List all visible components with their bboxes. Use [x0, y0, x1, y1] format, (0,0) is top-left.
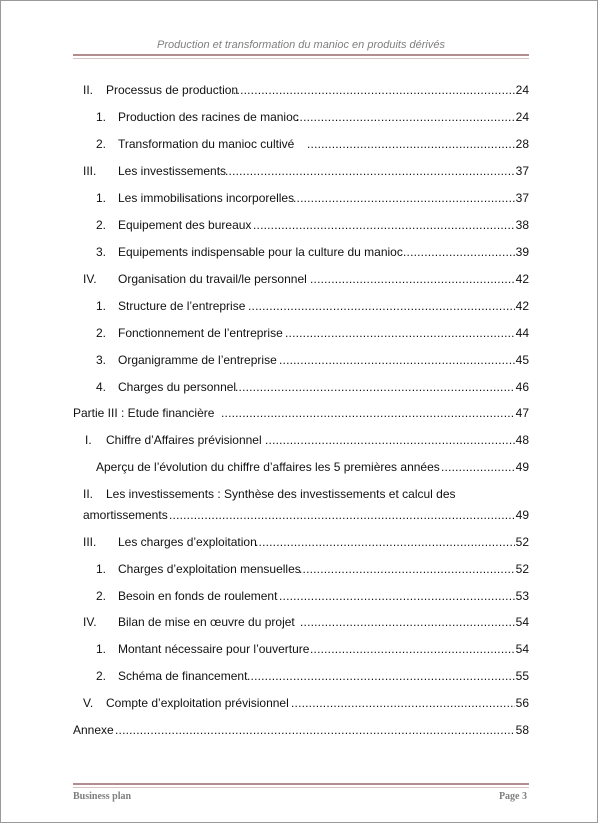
toc-page: 49	[515, 460, 529, 474]
toc-title: Organigramme de l’entreprise	[118, 353, 277, 367]
toc-leader	[310, 640, 515, 658]
toc-leader	[441, 458, 515, 476]
toc-page: 49	[515, 508, 529, 522]
toc-leader	[279, 587, 515, 605]
toc-entry[interactable]	[73, 108, 529, 126]
toc-leader	[115, 721, 515, 739]
toc-entry[interactable]	[73, 297, 529, 315]
toc-number: 1.	[96, 110, 107, 124]
toc-title: Schéma de financement	[118, 669, 248, 683]
footer-page-number: Page 3	[498, 791, 527, 802]
toc-number: 2.	[96, 589, 107, 603]
toc-page: 24	[515, 83, 529, 97]
header-rule-thin	[73, 58, 529, 59]
toc-title: Bilan de mise en œuvre du projet	[118, 615, 295, 629]
toc-title: Besoin en fonds de roulement	[118, 589, 278, 603]
toc-page: 48	[515, 433, 529, 447]
toc-title: Partie III : Etude financière	[73, 406, 215, 420]
toc-title: Les charges d’exploitation	[118, 535, 257, 549]
toc-page: 46	[515, 380, 529, 394]
toc-entry[interactable]	[73, 640, 529, 658]
toc-page: 56	[515, 696, 529, 710]
toc-entry[interactable]	[73, 560, 529, 578]
toc-leader	[279, 351, 515, 369]
toc-page: 24	[515, 110, 529, 124]
toc-number: 3.	[96, 245, 107, 259]
toc-leader	[299, 560, 515, 578]
toc-number: V.	[83, 696, 94, 710]
toc-title: Compte d’exploitation prévisionnel	[106, 696, 289, 710]
toc-title: Production des racines de manioc	[118, 110, 299, 124]
toc-entry[interactable]	[73, 351, 529, 369]
header-rule	[73, 54, 529, 56]
toc-title: amortissements	[83, 508, 168, 522]
toc-title: Montant nécessaire pour l’ouverture	[118, 642, 310, 656]
toc-page: 37	[515, 164, 529, 178]
toc-title: Processus de production	[106, 83, 239, 97]
toc-number: 2.	[96, 137, 107, 151]
toc-entry[interactable]	[73, 431, 529, 449]
toc-leader	[265, 431, 515, 449]
toc-number: 1.	[96, 299, 107, 313]
toc-page: 42	[515, 272, 529, 286]
toc-title: Equipement des bureaux	[118, 218, 252, 232]
toc-entry-line2[interactable]	[73, 506, 529, 524]
toc-entry[interactable]	[73, 404, 529, 422]
toc-title: Chiffre d’Affaires prévisionnel	[106, 433, 262, 447]
toc-leader	[221, 404, 515, 422]
toc-entry[interactable]	[73, 694, 529, 712]
page-header-title: Production et transformation du manioc en produits dérivés	[157, 39, 445, 51]
toc-entry-line1[interactable]	[73, 485, 529, 503]
footer-rule-thin	[73, 787, 529, 788]
toc-entry[interactable]	[73, 533, 529, 551]
toc-leader	[253, 216, 515, 234]
toc-entry[interactable]	[73, 721, 529, 739]
toc-page: 54	[515, 615, 529, 629]
toc-page: 53	[515, 589, 529, 603]
toc-number: 2.	[96, 326, 107, 340]
toc-leader	[169, 506, 515, 524]
toc-page: 42	[515, 299, 529, 313]
toc-number: I.	[85, 433, 92, 447]
toc-number: IV.	[83, 272, 97, 286]
toc-entry[interactable]	[73, 613, 529, 631]
toc-leader	[293, 189, 515, 207]
toc-number: 2.	[96, 669, 107, 683]
toc-leader	[300, 613, 515, 631]
toc-number: III.	[83, 535, 97, 549]
toc-number: IV.	[83, 615, 97, 629]
toc-entry[interactable]	[73, 243, 529, 261]
toc-entry[interactable]	[73, 324, 529, 342]
toc-leader	[225, 162, 515, 180]
toc-page: 52	[515, 535, 529, 549]
toc-leader	[296, 108, 515, 126]
toc-number: 4.	[96, 380, 107, 394]
toc-leader	[255, 533, 515, 551]
toc-page: 52	[515, 562, 529, 576]
toc-entry[interactable]	[73, 270, 529, 288]
footer-doc-name: Business plan	[73, 791, 132, 802]
toc-leader	[291, 694, 515, 712]
toc-leader	[285, 324, 515, 342]
toc-leader	[233, 81, 515, 99]
footer-rule	[73, 783, 529, 785]
toc-page: 44	[515, 326, 529, 340]
toc-entry[interactable]	[73, 189, 529, 207]
toc-entry[interactable]	[73, 587, 529, 605]
toc-title: Aperçu de l’évolution du chiffre d’affaires les 5 premières années	[96, 460, 440, 474]
toc-entry[interactable]	[73, 378, 529, 396]
toc-number: II.	[83, 83, 94, 97]
toc-title: Structure de l’entreprise	[118, 299, 246, 313]
toc-page: 45	[515, 353, 529, 367]
toc-number: 2.	[96, 218, 107, 232]
toc-title: Les immobilisations incorporelles	[118, 191, 295, 205]
toc-page: 47	[515, 406, 529, 420]
toc-entry[interactable]	[73, 162, 529, 180]
toc-number: 1.	[96, 642, 107, 656]
toc-leader	[403, 243, 515, 261]
toc-number: 1.	[96, 562, 107, 576]
toc-leader	[307, 135, 515, 153]
toc-leader	[247, 667, 515, 685]
toc-number: 3.	[96, 353, 107, 367]
toc-title: Charges d’exploitation mensuelles	[118, 562, 301, 576]
toc-page: 38	[515, 218, 529, 232]
toc-title: Equipements indispensable pour la culture du manioc	[118, 245, 403, 259]
toc-entry[interactable]	[73, 135, 529, 153]
toc-title: Annexe	[73, 723, 114, 737]
toc-page: 55	[515, 669, 529, 683]
toc-entry[interactable]	[73, 216, 529, 234]
toc-page: 39	[515, 245, 529, 259]
toc-leader	[235, 378, 515, 396]
toc-title: Fonctionnement de l’entreprise	[118, 326, 283, 340]
toc-title: Charges du personnel	[118, 380, 237, 394]
toc-number: III.	[83, 164, 97, 178]
toc-leader	[310, 270, 515, 288]
toc-page: 28	[515, 137, 529, 151]
toc-entry[interactable]	[73, 667, 529, 685]
toc-title: Organisation du travail/le personnel	[118, 272, 307, 286]
toc-number: 1.	[96, 191, 107, 205]
toc-title: Les investissements	[118, 164, 227, 178]
toc-leader	[248, 297, 515, 315]
toc-page: 37	[515, 191, 529, 205]
toc-title: Les investissements : Synthèse des investissements et calcul des	[106, 487, 456, 501]
toc-title: Transformation du manioc cultivé	[118, 137, 295, 151]
toc-entry[interactable]	[73, 458, 529, 476]
toc-page: 58	[515, 723, 529, 737]
toc-number: II.	[83, 487, 94, 501]
toc-entry[interactable]	[73, 81, 529, 99]
toc-page: 54	[515, 642, 529, 656]
